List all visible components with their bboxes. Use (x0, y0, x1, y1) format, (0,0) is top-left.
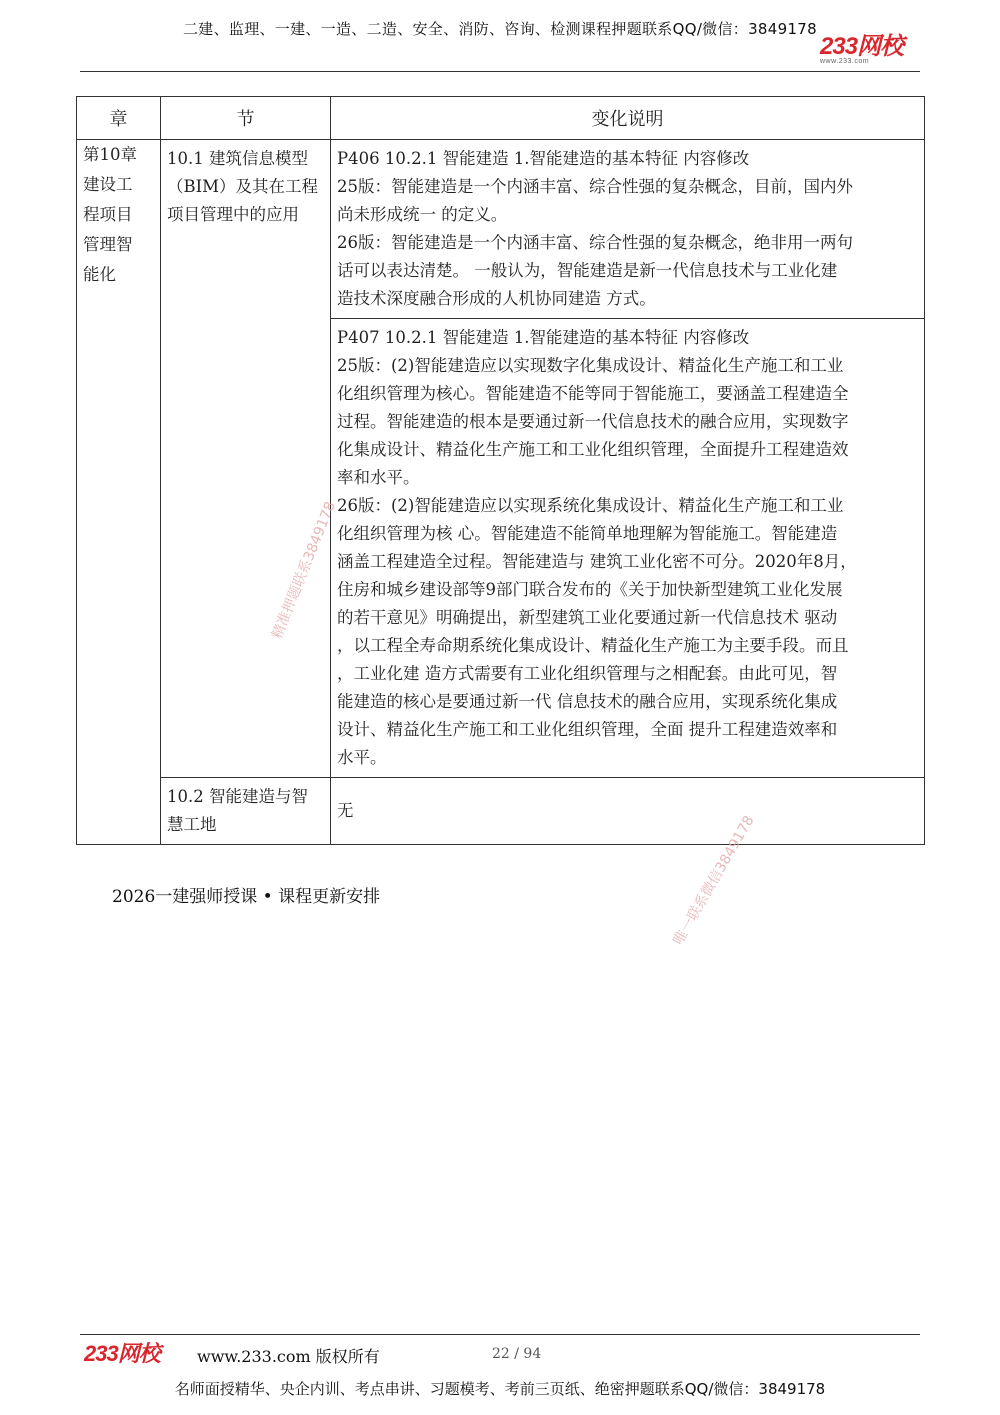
header-divider (80, 71, 920, 72)
change-line: 25版：智能建造是一个内涵丰富、综合性强的复杂概念，目前，国内外 (337, 177, 853, 196)
change-line: 尚未形成统一 的定义。 (337, 205, 508, 224)
section-cell-10-2 (161, 778, 331, 845)
table-row (77, 140, 925, 319)
brand-logo[interactable] (820, 26, 903, 65)
change-line: 26版：(2)智能建造应以实现系统化集成设计、精益化生产施工和工业 (337, 496, 844, 515)
chapter-cell (77, 140, 161, 845)
change-cell-none (331, 778, 925, 845)
change-line: 化集成设计、精益化生产施工和工业化组织管理，全面提升工程建造效 (337, 440, 849, 459)
brand-logo-text: 233网校 (820, 33, 904, 60)
change-cell-p406 (331, 140, 925, 319)
footer-divider (80, 1334, 920, 1335)
chapter-line: 程项目 (83, 205, 133, 224)
change-line: 水平。 (337, 748, 387, 767)
change-line: P407 10.2.1 智能建造 1.智能建造的基本特征 内容修改 (337, 328, 750, 347)
section-line: 10.2 智能建造与智 (167, 787, 308, 806)
page-caption: 2026一建强师授课 • 课程更新安排 (112, 887, 381, 907)
change-line: 能建造的核心是要通过新一代 信息技术的融合应用，实现系统化集成 (337, 692, 838, 711)
brand-logo-url: www.233.com (820, 58, 870, 65)
change-line: ，以工程全寿命期系统化集成设计、精益化生产施工为主要手段。而且 (337, 636, 849, 655)
change-line: 设计、精益化生产施工和工业化组织管理，全面 提升工程建造效率和 (337, 720, 838, 739)
table-row (77, 778, 925, 845)
chapter-line: 建设工 (83, 175, 133, 194)
section-line: （BIM）及其在工程 (167, 177, 319, 196)
watermark-text: 唯一联系微信3849178 (670, 813, 758, 948)
change-line: 过程。智能建造的根本是要通过新一代信息技术的融合应用，实现数字 (337, 412, 849, 431)
change-none-text: 无 (337, 801, 354, 820)
header-chapter: 章 (77, 97, 161, 140)
page-number: 22 / 94 (492, 1346, 542, 1362)
change-line: 话可以表达清楚。 一般认为，智能建造是新一代信息技术与工业化建 (337, 261, 838, 280)
change-line: P406 10.2.1 智能建造 1.智能建造的基本特征 内容修改 (337, 149, 750, 168)
chapter-line: 能化 (83, 265, 116, 284)
header-promo-text: 二建、监理、一建、一造、二造、安全、消防、咨询、检测课程押题联系QQ/微信：3849178 (183, 20, 817, 38)
header-change-description: 变化说明 (331, 97, 925, 140)
section-line: 慧工地 (167, 815, 217, 834)
change-line: 住房和城乡建设部等9部门联合发布的《关于加快新型建筑工业化发展 (337, 580, 843, 599)
footer-logo-text: 233网校 (84, 1341, 160, 1366)
footer-brand-logo[interactable] (84, 1337, 160, 1368)
changes-table (76, 96, 925, 845)
change-line: 化组织管理为核心。智能建造不能等同于智能施工，要涵盖工程建造全 (337, 384, 849, 403)
change-line: ，工业化建 造方式需要有工业化组织管理与之相配套。由此可见，智 (337, 664, 838, 683)
header-section: 节 (161, 97, 331, 140)
chapter-line: 管理智 (83, 235, 133, 254)
footer-promo-text: 名师面授精华、央企内训、考点串讲、习题模考、考前三页纸、绝密押题联系QQ/微信：3849178 (174, 1380, 826, 1398)
chapter-line: 第10章 (83, 145, 137, 164)
watermark-text: 精准押题联系3849178 (269, 499, 339, 642)
change-line: 的若干意见》明确提出，新型建筑工业化要通过新一代信息技术 驱动 (337, 608, 838, 627)
change-line: 率和水平。 (337, 468, 420, 487)
footer-site-text: www.233.com 版权所有 (197, 1347, 380, 1366)
section-line: 项目管理中的应用 (167, 205, 299, 224)
change-line: 化组织管理为核 心。智能建造不能简单地理解为智能施工。智能建造 (337, 524, 838, 543)
change-line: 造技术深度融合形成的人机协同建造 方式。 (337, 289, 656, 308)
section-line: 10.1 建筑信息模型 (167, 149, 308, 168)
change-cell-p407 (331, 319, 925, 778)
table-header-row (77, 97, 925, 140)
section-cell-10-1 (161, 140, 331, 778)
change-line: 涵盖工程建造全过程。智能建造与 建筑工业化密不可分。2020年8月， (337, 552, 857, 571)
change-line: 26版：智能建造是一个内涵丰富、综合性强的复杂概念，绝非用一两句 (337, 233, 853, 252)
change-line: 25版：(2)智能建造应以实现数字化集成设计、精益化生产施工和工业 (337, 356, 844, 375)
